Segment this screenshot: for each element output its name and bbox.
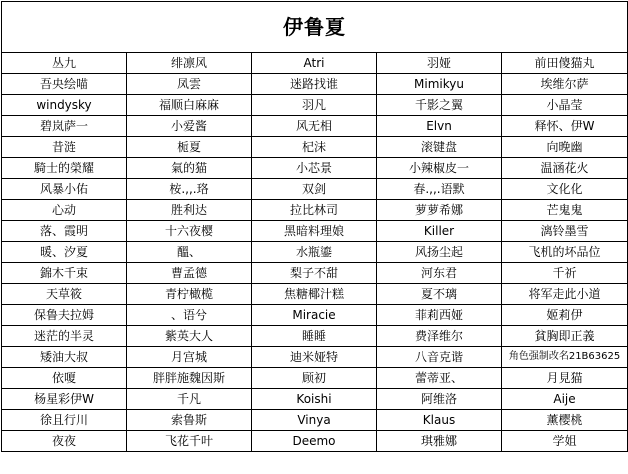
name-cell: 桉.,,.珞 <box>127 179 252 200</box>
name-cell: 春.,,.语默 <box>377 179 502 200</box>
name-cell: Aije <box>502 389 628 410</box>
name-cell: 紫英大人 <box>127 326 252 347</box>
name-cell: 琪雅娜 <box>377 431 502 452</box>
table-row <box>2 242 628 263</box>
table-row <box>2 431 628 452</box>
name-cell: 羽娅 <box>377 53 502 74</box>
table-row <box>2 200 628 221</box>
name-cell: 胜利达 <box>127 200 252 221</box>
name-cell: 文化化 <box>502 179 628 200</box>
name-cell: 矮油大叔 <box>2 347 127 368</box>
name-cell: 落、霞明 <box>2 221 127 242</box>
table-row <box>2 179 628 200</box>
table-row <box>2 410 628 431</box>
name-cell: 徐且行川 <box>2 410 127 431</box>
name-cell: 风暴小佑 <box>2 179 127 200</box>
name-cell: 双剑 <box>252 179 377 200</box>
name-cell: Mimikyu <box>377 74 502 95</box>
name-cell: 暖、汐夏 <box>2 242 127 263</box>
name-cell: Miracie <box>252 305 377 326</box>
name-cell: 貧胸即正義 <box>502 326 628 347</box>
name-cell: 菲莉西娅 <box>377 305 502 326</box>
name-cell: 绯凛风 <box>127 53 252 74</box>
name-cell: Vinya <box>252 410 377 431</box>
name-cell: 姬莉伊 <box>502 305 628 326</box>
name-cell: windysky <box>2 95 127 116</box>
name-cell: 埃维尔萨 <box>502 74 628 95</box>
table-row <box>2 326 628 347</box>
name-cell: 迷茫的半灵 <box>2 326 127 347</box>
name-cell: 滚键盘 <box>377 137 502 158</box>
name-cell: 顾初 <box>252 368 377 389</box>
name-cell: 小爱酱 <box>127 116 252 137</box>
name-cell: 河东君 <box>377 263 502 284</box>
name-cell: 芒鬼鬼 <box>502 200 628 221</box>
sheet-title: 伊鲁夏 <box>2 2 628 53</box>
name-cell: Killer <box>377 221 502 242</box>
table-row <box>2 221 628 242</box>
name-cell: 漓铃墨雪 <box>502 221 628 242</box>
name-cell: 心动 <box>2 200 127 221</box>
name-cell: 小晶莹 <box>502 95 628 116</box>
name-cell: 丛九 <box>2 53 127 74</box>
table-row <box>2 116 628 137</box>
name-cell: 风无相 <box>252 116 377 137</box>
name-cell: 杞沫 <box>252 137 377 158</box>
name-cell: 凤雲 <box>127 74 252 95</box>
table-row <box>2 305 628 326</box>
name-cell: 薰樱桃 <box>502 410 628 431</box>
title-row <box>2 2 628 53</box>
table-row <box>2 74 628 95</box>
name-cell: 昔涟 <box>2 137 127 158</box>
name-cell: 飞花千叶 <box>127 431 252 452</box>
name-cell: 曹孟德 <box>127 263 252 284</box>
table-row <box>2 53 628 74</box>
name-cell: 蕾蒂亚、 <box>377 368 502 389</box>
name-cell: 碧岚萨一 <box>2 116 127 137</box>
name-cell: Elvn <box>377 116 502 137</box>
name-cell: 飞机的坏品位 <box>502 242 628 263</box>
name-cell: 福顺白麻麻 <box>127 95 252 116</box>
name-cell: 角色强制改名21B63625 <box>502 347 628 368</box>
name-cell: 向晚幽 <box>502 137 628 158</box>
name-cell: 依嗄 <box>2 368 127 389</box>
name-cell: 迪米娅特 <box>252 347 377 368</box>
name-cell: 将军走此小道 <box>502 284 628 305</box>
name-cell: 黑暗料理娘 <box>252 221 377 242</box>
name-cell: 费泽维尔 <box>377 326 502 347</box>
name-cell: Deemo <box>252 431 377 452</box>
name-cell: 羽凡 <box>252 95 377 116</box>
name-cell: 焦糖椰汁糕 <box>252 284 377 305</box>
name-cell: 小辣椒皮一 <box>377 158 502 179</box>
name-cell: 月見猫 <box>502 368 628 389</box>
name-cell: 水瓶鎏 <box>252 242 377 263</box>
table-row <box>2 368 628 389</box>
name-cell: 小芯景 <box>252 158 377 179</box>
name-cell: 十六夜樱 <box>127 221 252 242</box>
name-cell: 醞、 <box>127 242 252 263</box>
name-cell: 青柠橄榄 <box>127 284 252 305</box>
name-cell: 保鲁夫拉姆 <box>2 305 127 326</box>
name-cell: 萝萝希娜 <box>377 200 502 221</box>
name-cell: 千祈 <box>502 263 628 284</box>
name-cell: 阿维洛 <box>377 389 502 410</box>
name-cell: 千影之翼 <box>377 95 502 116</box>
name-cell: 錦木千束 <box>2 263 127 284</box>
table-row <box>2 263 628 284</box>
name-cell: 栀夏 <box>127 137 252 158</box>
name-cell: 学姐 <box>502 431 628 452</box>
name-cell: 前田傻猫丸 <box>502 53 628 74</box>
name-cell: 杨星彩伊W <box>2 389 127 410</box>
name-cell: 騎士的榮耀 <box>2 158 127 179</box>
name-cell: 拉比林司 <box>252 200 377 221</box>
name-cell: 千凡 <box>127 389 252 410</box>
name-cell: 胖胖施魏因斯 <box>127 368 252 389</box>
table-row <box>2 284 628 305</box>
roster-table <box>1 1 628 452</box>
name-cell: 睡睡 <box>252 326 377 347</box>
name-cell: 夜夜 <box>2 431 127 452</box>
name-cell: 吾央绘喵 <box>2 74 127 95</box>
name-cell: 八音克谐 <box>377 347 502 368</box>
name-cell: Klaus <box>377 410 502 431</box>
table-row <box>2 95 628 116</box>
name-cell: 索鲁斯 <box>127 410 252 431</box>
name-cell: 迷路找谁 <box>252 74 377 95</box>
name-cell: 月宫城 <box>127 347 252 368</box>
name-cell: 温涵花火 <box>502 158 628 179</box>
table-row <box>2 347 628 368</box>
name-cell: 、语兮 <box>127 305 252 326</box>
name-cell: 梨子不甜 <box>252 263 377 284</box>
name-cell: Koishi <box>252 389 377 410</box>
name-cell: 夏不璃 <box>377 284 502 305</box>
table-row <box>2 158 628 179</box>
name-cell: 天草筱 <box>2 284 127 305</box>
name-cell: 风扬尘起 <box>377 242 502 263</box>
table-row <box>2 137 628 158</box>
name-cell: 氣的猫 <box>127 158 252 179</box>
name-cell: 释怀、伊W <box>502 116 628 137</box>
table-row <box>2 389 628 410</box>
name-cell: Atri <box>252 53 377 74</box>
